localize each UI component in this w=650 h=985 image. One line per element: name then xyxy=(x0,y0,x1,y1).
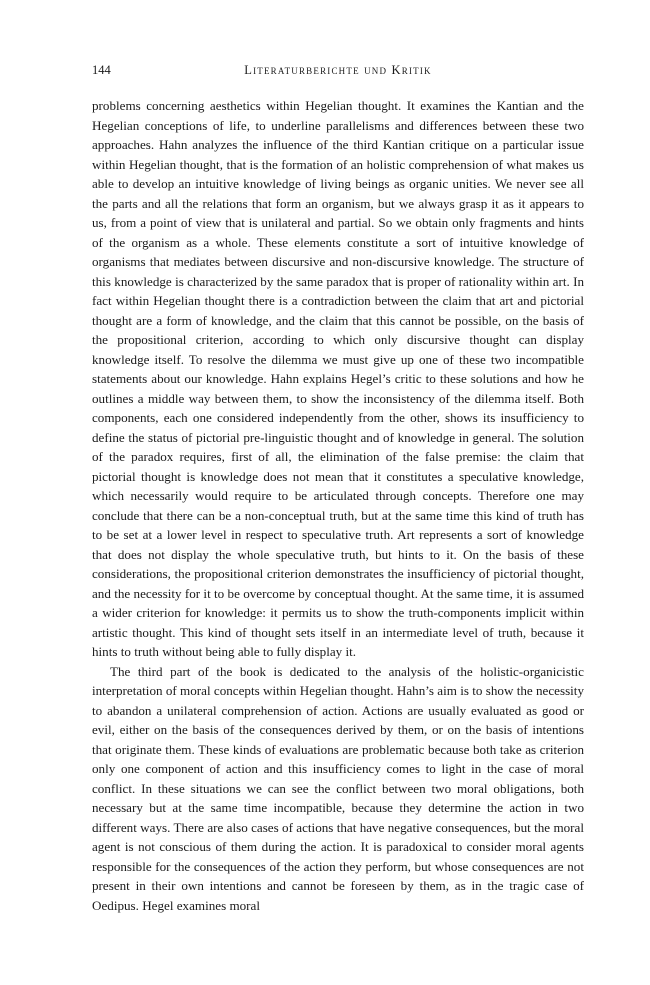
running-head xyxy=(92,62,584,78)
paragraph-continued: problems concerning aesthetics within Hegelian thought. It examines the Kantian and the Hegelian conceptions of life, to underline parallelisms and differences between these two approaches. Hahn analyzes the influence of the third Kantian critique on a particular issue within Hegelian thought, that is the formation of an holistic comprehension of what makes us able to develop an intuitive knowledge of living beings as organic unities. We never see all the parts and all the relations that form an organism, but we always grasp it as it appears to us, from a point of view that is unilateral and partial. So we obtain only fragments and hints of the organism as a whole. These elements constitute a sort of intuitive knowledge of organisms that mediates between discursive and non-discursive knowledge. The structure of this knowledge is characterized by the same paradox that is proper of rationality within art. In fact within Hegelian thought there is a contradiction between the claim that art and pictorial thought are a form of knowledge, and the claim that this cannot be possible, on the basis of the propositional criterion, according to which only discursive thought can display knowledge itself. To resolve the dilemma we must give up one of these two incompatible statements about our knowledge. Hahn explains Hegel’s critic to these solutions and how he outlines a middle way between them, to show the inconsistency of the dilemma itself. Both components, each one considered independently from the other, shows its insufficiency to define the status of pictorial pre-linguistic thought and of knowledge in general. The solution of the paradox requires, first of all, the elimination of the false premise: the claim that pictorial thought is knowledge does not mean that it constitutes a speculative knowledge, which necessarily would require to be articulated through concepts. Therefore one may conclude that there can be a non-conceptual truth, but at the same time this kind of truth has to be set at a lower level in respect to speculative truth. Art represents a sort of knowledge that does not display the whole speculative truth, but hints to it. On the basis of these considerations, the propositional criterion demonstrates the insufficiency of pictorial thought, and the necessity for it to be overcome by conceptual thought. At the same time, it is assumed a wider criterion for knowledge: it permits us to show the truth-components implicit within artistic thought. This kind of thought sets itself in an intermediate level of truth, because it hints to truth without being able to fully display it. xyxy=(92,98,584,659)
body-text xyxy=(92,96,584,915)
page-number: 144 xyxy=(92,63,111,77)
running-title: Literaturberichte und Kritik xyxy=(244,63,432,77)
paragraph-third-part: The third part of the book is dedicated to the analysis of the holistic-organicistic interpretation of moral concepts within Hegelian thought. Hahn’s aim is to show the necessity to abandon a unilateral comprehension of action. Actions are usually evaluated as good or evil, either on the basis of the consequences derived by them, or on the basis of intentions that originate them. These kinds of evaluations are problematic because both take as criterion only one component of action and this insufficiency comes to light in the case of moral conflict. In these situations we can see the conflict between two moral obligations, both necessary but at the same time incompatible, because they determine the action in two different ways. There are also cases of actions that have negative consequences, but the moral agent is not conscious of them during the action. It is paradoxical to consider moral agents responsible for the consequences of the action they perform, but whose consequences are not present in their own intentions and cannot be foreseen by them, as in the tragic case of Oedipus. Hegel examines moral xyxy=(92,663,584,913)
